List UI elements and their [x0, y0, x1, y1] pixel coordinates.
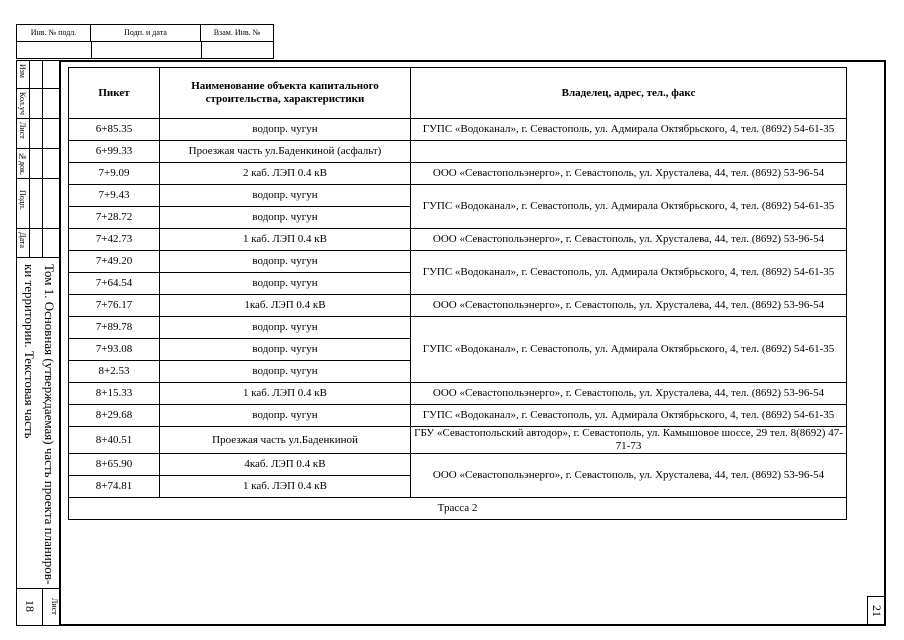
table-row [69, 119, 847, 141]
cell-name: 4каб. ЛЭП 0.4 кВ [160, 454, 411, 476]
cell-piket: 8+40.51 [69, 427, 160, 454]
cell-name: водопр. чугун [160, 251, 411, 273]
cell-piket: 8+2.53 [69, 361, 160, 383]
sidebar-izm: Изм [18, 64, 27, 78]
table-row [69, 427, 847, 454]
header-piket: Пикет [69, 68, 160, 119]
utilities-table [68, 67, 847, 520]
cell-piket: 8+15.33 [69, 383, 160, 405]
cell-name: 1 каб. ЛЭП 0.4 кВ [160, 383, 411, 405]
cell-piket: 7+42.73 [69, 229, 160, 251]
cell-owner: ГУПС «Водоканал», г. Севастополь, ул. Адмирала Октябрьского, 4, тел. (8692) 54-61-35 [411, 185, 847, 229]
stamp-inv-repl: Взам. Инв. № [213, 28, 261, 37]
table-row [69, 383, 847, 405]
cell-name: 1 каб. ЛЭП 0.4 кВ [160, 229, 411, 251]
cell-owner: ГУПС «Водоканал», г. Севастополь, ул. Адмирала Октябрьского, 4, тел. (8692) 54-61-35 [411, 317, 847, 383]
approval-stamp [16, 24, 274, 59]
document-title: Том 1. Основная (утверждаемая) часть проекта планиров-ки территории. Текстовая часть [22, 264, 57, 585]
cell-piket: 8+65.90 [69, 454, 160, 476]
cell-name: 1каб. ЛЭП 0.4 кВ [160, 295, 411, 317]
cell-owner: ООО «Севастопольэнерго», г. Севастополь, ул. Хрусталева, 44, тел. (8692) 53-96-54 [411, 383, 847, 405]
sidebar-podp: Подп. [18, 190, 27, 210]
stamp-sign-date: Подп. и дата [91, 25, 201, 41]
cell-piket: 6+99.33 [69, 141, 160, 163]
table-row [69, 251, 847, 273]
cell-piket: 8+29.68 [69, 405, 160, 427]
stamp-inv-orig: Инв. № подл. [17, 25, 91, 41]
cell-name: водопр. чугун [160, 185, 411, 207]
page-number: 21 [870, 605, 884, 617]
sidebar-data: Дата [18, 232, 27, 248]
cell-piket: 7+93.08 [69, 339, 160, 361]
cell-piket: 7+89.78 [69, 317, 160, 339]
cell-owner [411, 141, 847, 163]
cell-name: 2 каб. ЛЭП 0.4 кВ [160, 163, 411, 185]
cell-piket: 7+49.20 [69, 251, 160, 273]
table-row [69, 229, 847, 251]
cell-piket: 6+85.35 [69, 119, 160, 141]
cell-owner: ГБУ «Севастопольский автодор», г. Севастополь, ул. Камышовое шоссе, 29 тел. 8(8692) 47-71-73 [411, 427, 847, 454]
cell-name: водопр. чугун [160, 207, 411, 229]
cell-piket: 8+74.81 [69, 476, 160, 498]
cell-owner: ГУПС «Водоканал», г. Севастополь, ул. Адмирала Октябрьского, 4, тел. (8692) 54-61-35 [411, 405, 847, 427]
cell-owner: ГУПС «Водоканал», г. Севастополь, ул. Адмирала Октябрьского, 4, тел. (8692) 54-61-35 [411, 251, 847, 295]
table-row [69, 185, 847, 207]
sheet-label: Лист [50, 597, 59, 615]
table-header-row [69, 68, 847, 119]
sidebar-n-dok: №док. [18, 152, 27, 175]
cell-piket: 7+64.54 [69, 273, 160, 295]
table-row [69, 405, 847, 427]
cell-owner: ГУПС «Водоканал», г. Севастополь, ул. Адмирала Октябрьского, 4, тел. (8692) 54-61-35 [411, 119, 847, 141]
cell-owner: ООО «Севастопольэнерго», г. Севастополь, ул. Хрусталева, 44, тел. (8692) 53-96-54 [411, 163, 847, 185]
cell-name: 1 каб. ЛЭП 0.4 кВ [160, 476, 411, 498]
table-row [69, 163, 847, 185]
table-row [69, 141, 847, 163]
table-footer-row [69, 498, 847, 520]
cell-piket: 7+9.43 [69, 185, 160, 207]
cell-piket: 7+28.72 [69, 207, 160, 229]
cell-name: Проезжая часть ул.Баденкиной (асфальт) [160, 141, 411, 163]
cell-owner: ООО «Севастопольэнерго», г. Севастополь, ул. Хрусталева, 44, тел. (8692) 53-96-54 [411, 229, 847, 251]
table-row [69, 454, 847, 476]
cell-owner: ООО «Севастопольэнерго», г. Севастополь, ул. Хрусталева, 44, тел. (8692) 53-96-54 [411, 454, 847, 498]
header-name: Наименование объекта капитального строительства, характеристики [160, 68, 411, 119]
table-row [69, 317, 847, 339]
cell-name: водопр. чугун [160, 405, 411, 427]
sheet-number: 18 [23, 600, 37, 612]
header-owner: Владелец, адрес, тел., факс [411, 68, 847, 119]
cell-name: водопр. чугун [160, 317, 411, 339]
table-footer: Трасса 2 [69, 498, 847, 520]
sidebar-list: Лист [18, 122, 27, 139]
cell-owner: ООО «Севастопольэнерго», г. Севастополь, ул. Хрусталева, 44, тел. (8692) 53-96-54 [411, 295, 847, 317]
cell-name: водопр. чугун [160, 361, 411, 383]
cell-piket: 7+76.17 [69, 295, 160, 317]
cell-name: водопр. чугун [160, 339, 411, 361]
table-row [69, 295, 847, 317]
cell-name: Проезжая часть ул.Баденкиной [160, 427, 411, 454]
cell-name: водопр. чугун [160, 119, 411, 141]
cell-piket: 7+9.09 [69, 163, 160, 185]
sidebar-kol-uch: Кол.уч [18, 92, 27, 115]
cell-name: водопр. чугун [160, 273, 411, 295]
